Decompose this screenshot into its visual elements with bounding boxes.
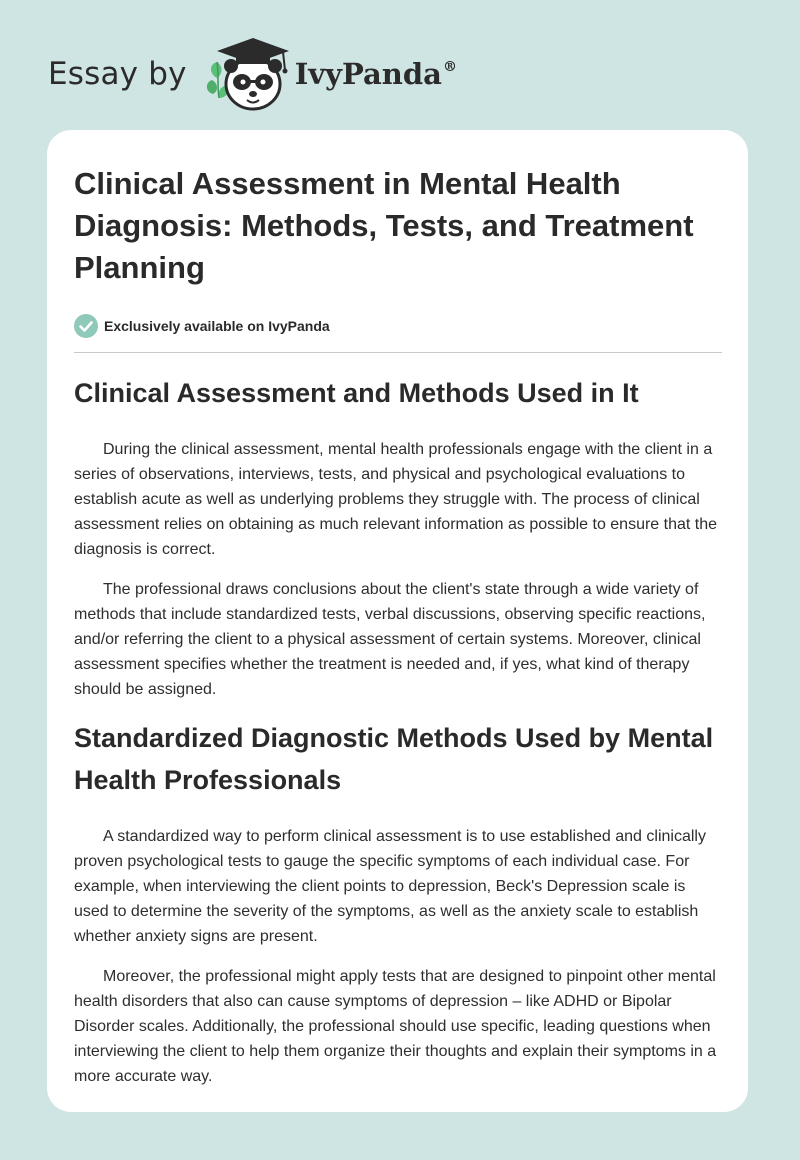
section-1-paragraph-2: The professional draws conclusions about the client's state through a wide variety of methods that include standardized tests, verbal discussions, observing specific reactions, and/or referring the client to a physical assessment of certain systems. Moreover, clinical assessment specifies whether the treatment is needed and, if yes, what kind of therapy should be assigned. [74, 581, 706, 698]
check-circle-icon [74, 314, 98, 338]
brand-name[interactable] [295, 57, 457, 91]
panda-graduation-cap-icon[interactable] [203, 34, 293, 114]
trademark-symbol: ® [442, 59, 457, 75]
page-title: Clinical Assessment in Mental Health Diagnosis: Methods, Tests, and Treatment Planning [74, 166, 694, 285]
section-2-paragraph-1: A standardized way to perform clinical assessment is to use established and clinically proven psychological tests to gauge the specific symptoms of each individual case. For example, when interviewing the client points to depression, Beck's Depression scale is used to determine the severity of the symptoms, as well as the anxiety scale to establish whether anxiety signs are present. [74, 828, 706, 945]
exclusive-label: Exclusively available on IvyPanda [104, 318, 330, 334]
section-2-paragraph-2: Moreover, the professional might apply tests that are designed to pinpoint other mental health disorders that also can cause symptoms of depression – like ADHD or Bipolar Disorder scales. Additionally, the professional should use specific, leading questions when interviewing the client to help them organize their thoughts and explain their symptoms in a more accurate way. [74, 968, 717, 1085]
brand-label: IvyPanda [294, 57, 442, 91]
exclusive-badge [74, 314, 722, 338]
essay-by-label: Essay by [48, 56, 187, 92]
essay-card [47, 130, 748, 1112]
section-heading-1: Clinical Assessment and Methods Used in It [74, 378, 639, 408]
section-1-paragraph-1: During the clinical assessment, mental health professionals engage with the client in a series of observations, interviews, tests, and physical and psychological evaluations to establish acute as well as underlying problems they struggle with. The process of clinical assessment relies on obtaining as much relevant information as possible to ensure that the diagnosis is correct. [74, 441, 718, 558]
section-heading-2: Standardized Diagnostic Methods Used by Mental Health Professionals [74, 723, 714, 795]
site-header [48, 34, 457, 114]
title-divider [74, 352, 722, 353]
